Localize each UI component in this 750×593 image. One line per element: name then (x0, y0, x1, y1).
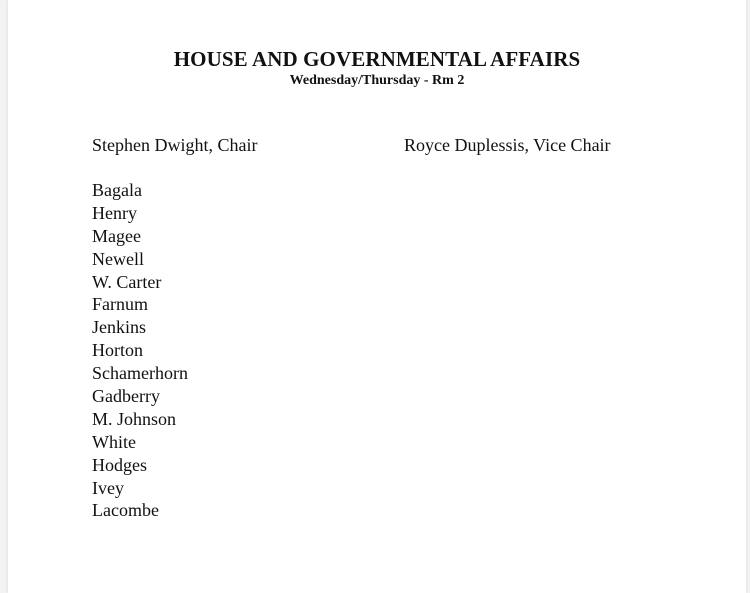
vice-chair-name: Royce Duplessis, Vice Chair (404, 135, 611, 155)
member-item: Bagala (92, 180, 142, 200)
member-item: Jenkins (92, 317, 146, 338)
member-item: Lacombe (92, 500, 159, 521)
member-item: Ivey (92, 477, 124, 498)
member-item: Farnum (92, 294, 148, 315)
member-item: Gadberry (92, 386, 160, 407)
member-item: Henry (92, 202, 137, 223)
member-item: Magee (92, 225, 141, 246)
member-item: Newell (92, 248, 144, 269)
member-item: W. Carter (92, 271, 162, 292)
document-header (8, 46, 746, 90)
chair-name: Stephen Dwight, Chair (92, 135, 258, 155)
member-list (92, 179, 188, 522)
member-item: M. Johnson (92, 408, 177, 429)
member-item: Hodges (92, 454, 147, 475)
document-page (8, 0, 746, 593)
member-item: Horton (92, 340, 143, 361)
meeting-schedule: Wednesday/Thursday - Rm 2 (289, 73, 465, 88)
committee-title: HOUSE AND GOVERNMENTAL AFFAIRS (173, 47, 581, 71)
member-item: Schamerhorn (92, 363, 188, 384)
member-item: White (92, 431, 136, 452)
